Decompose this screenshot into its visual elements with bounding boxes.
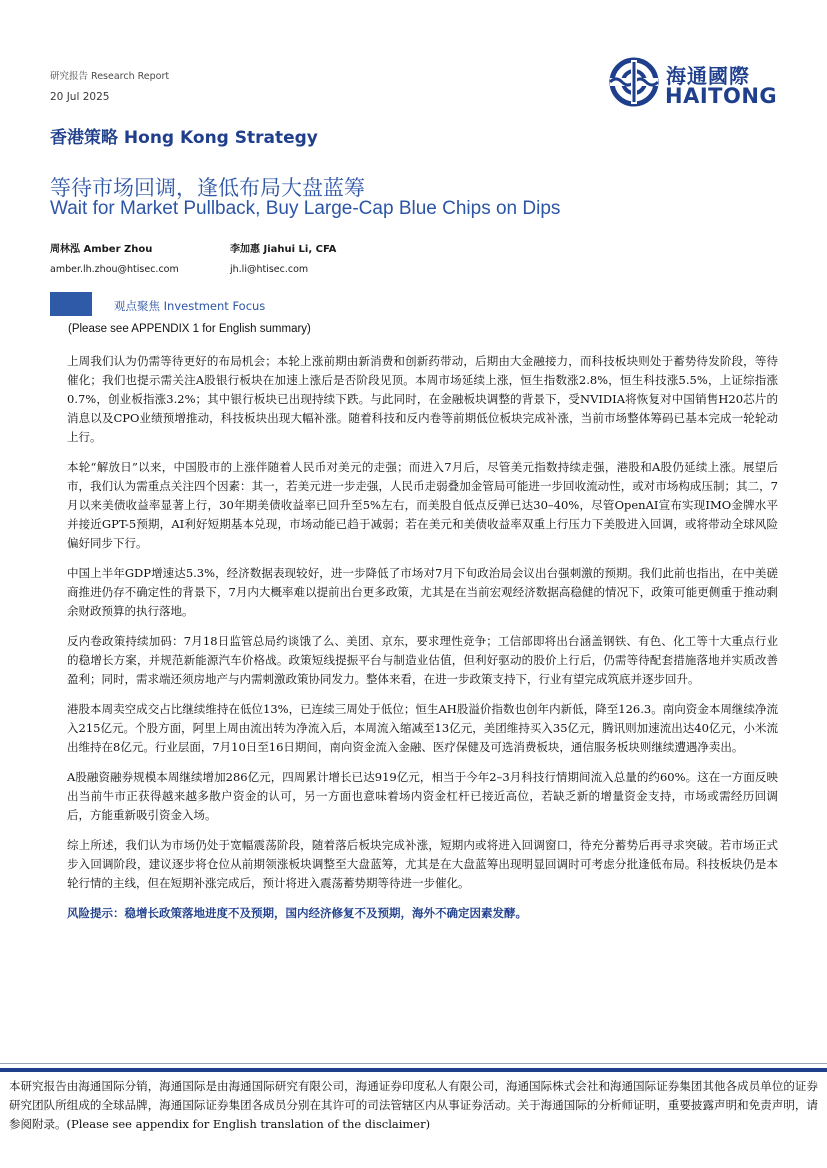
report-type: 研究报告 Research Report [50,71,170,82]
haitong-logo [606,57,781,107]
title-en: Wait for Market Pullback, Buy Large-Cap Blue Chips on Dips [50,198,561,219]
author-name: 李加惠 Jiahui Li, CFA [230,244,337,255]
focus-heading: 观点聚焦 Investment Focus [114,299,266,313]
disclaimer: 本研究报告由海通国际分销，海通国际是由海通国际研究有限公司，海通证券印度私人有限公司，海通国际株式会社和海通国际证券集团其他各成员单位的证券研究团队所组成的全球品牌，海通国际证券集团各成员分别在其许可的司法管辖区内从事证券活动。关于海通国际的分析师证明，重要披露声明和免责声明，请参阅附录。(Please see appendix for English translation of the disclaimer) [9,1079,818,1131]
logo-text-cn: 海通國際 [666,64,750,88]
body-paragraph: A股融资融券规模本周继续增加286亿元，四周累计增长已达919亿元，相当于今年2–3月科技行情期间流入总量的约60%。这在一方面反映出当前牛市正获得越来越多散户资金的认可，另一方面也意味着场内资金杠杆已接近高位，若缺乏新的增量资金支持，市场或需经历回调后，方能重新吸引资金入场。 [67,770,778,822]
author-email-link[interactable]: jh.li@htisec.com [230,264,309,275]
report-body [67,352,778,934]
body-paragraph: 反内卷政策持续加码：7月18日监管总局约谈饿了么、美团、京东，要求理性竞争；工信部即将出台涵盖钢铁、有色、化工等十大重点行业的稳增长方案，并规范新能源汽车价格战。政策短线提振平台与制造业估值，但利好驱动的股价上行后，仍需等待配套措施落地并实质改善盈利；同时，需求端还须房地产与内需刺激政策协同发力。整体来看，在进一步政策支持下，行业有望完成筑底并逐步回升。 [67,634,778,686]
report-date: 20 Jul 2025 [50,91,110,103]
body-paragraph: 中国上半年GDP增速达5.3%，经济数据表现较好，进一步降低了市场对7月下旬政治局会议出台强刺激的预期。我们此前也指出，在中美磋商推进仍存不确定性的背景下，7月内大概率难以提前出台更多政策，尤其是在当前宏观经济数据高稳健的情况下，政策可能更侧重于推动剩余财政预算的执行落地。 [67,566,778,618]
body-paragraph: 综上所述，我们认为市场仍处于宽幅震荡阶段，随着落后板块完成补涨，短期内或将进入回调窗口，待充分蓄势后再寻求突破。若市场正式步入回调阶段，建议逐步将仓位从前期领涨板块调整至大盘蓝筹，尤其是在大盘蓝筹出现明显回调时可考虑分批逢低布局。科技板块仍是本轮行情的主线，但在短期补涨完成后，预计将进入震荡蓄势期等待进一步催化。 [67,838,778,890]
logo-text-en: HAITONG [665,84,778,108]
haitong-emblem-icon [606,57,662,107]
author-name: 周林泓 Amber Zhou [50,244,153,255]
body-paragraph: 港股本周卖空成交占比继续维持在低位13%，已连续三周处于低位；恒生AH股溢价指数也创年内新低，降至126.3。南向资金本周继续净流入215亿元。个股方面，阿里上周由流出转为净流入后，本周流入缩减至13亿元，美团维持买入35亿元，腾讯则加速流出达40亿元，小米流出维持在8亿元。行业层面，7月10日至16日期间，南向资金流入金融、医疗保健及可选消费板块，通信服务板块则继续遭遇净卖出。 [67,702,778,754]
author-block [230,240,337,275]
report-series: 香港策略 Hong Kong Strategy [50,128,318,148]
author-email-link[interactable]: amber.lh.zhou@htisec.com [50,264,179,275]
author-block [50,240,179,275]
appendix-note: (Please see APPENDIX 1 for English summary) [68,323,311,335]
footer-divider-thick [0,1068,827,1072]
body-paragraph: 上周我们认为仍需等待更好的布局机会；本轮上涨前期由新消费和创新药带动，后期由大金融接力，而科技板块则处于蓄势待发阶段，等待催化；我们也提示需关注A股银行板块在加速上涨后是否阶段见顶。本周市场延续上涨，恒生指数涨2.8%，恒生科技涨5.5%，上证综指涨0.7%，创业板指涨3.2%；其中银行板块已出现持续下跌。与此同时，在金融板块调整的背景下，受NVIDIA将恢复对中国销售H20芯片的消息以及CPO业绩预增推动，科技板块出现大幅补涨。随着科技和反内卷等前期低位板块完成补涨，当前市场整体筹码已基本完成一轮轮动上行。 [67,354,778,444]
focus-accent-box [50,292,92,316]
footer-divider [0,1063,827,1064]
title-cn: 等待市场回调，逢低布局大盘蓝筹 [50,176,365,200]
body-paragraph: 本轮“解放日”以来，中国股市的上涨伴随着人民币对美元的走强；而进入7月后，尽管美元指数持续走强，港股和A股仍延续上涨。展望后市，我们认为需重点关注四个因素：其一，若美元进一步走强，人民币走弱叠加金管局可能进一步回收流动性，或对市场构成压制；其二，7月以来美债收益率显著上行，30年期美债收益率已回升至5%左右，而美股自低点反弹已达30–40%，尽管OpenAI宣布实现IMO金牌水平并接近GPT-5预期，AI利好短期基本兑现，市场动能已趋于减弱；若在美元和美债收益率双重上行压力下美股进入回调，或将带动全球风险偏好同步下行。 [67,460,778,550]
risk-warning: 风险提示：稳增长政策落地进度不及预期，国内经济修复不及预期，海外不确定因素发酵。 [67,906,527,920]
